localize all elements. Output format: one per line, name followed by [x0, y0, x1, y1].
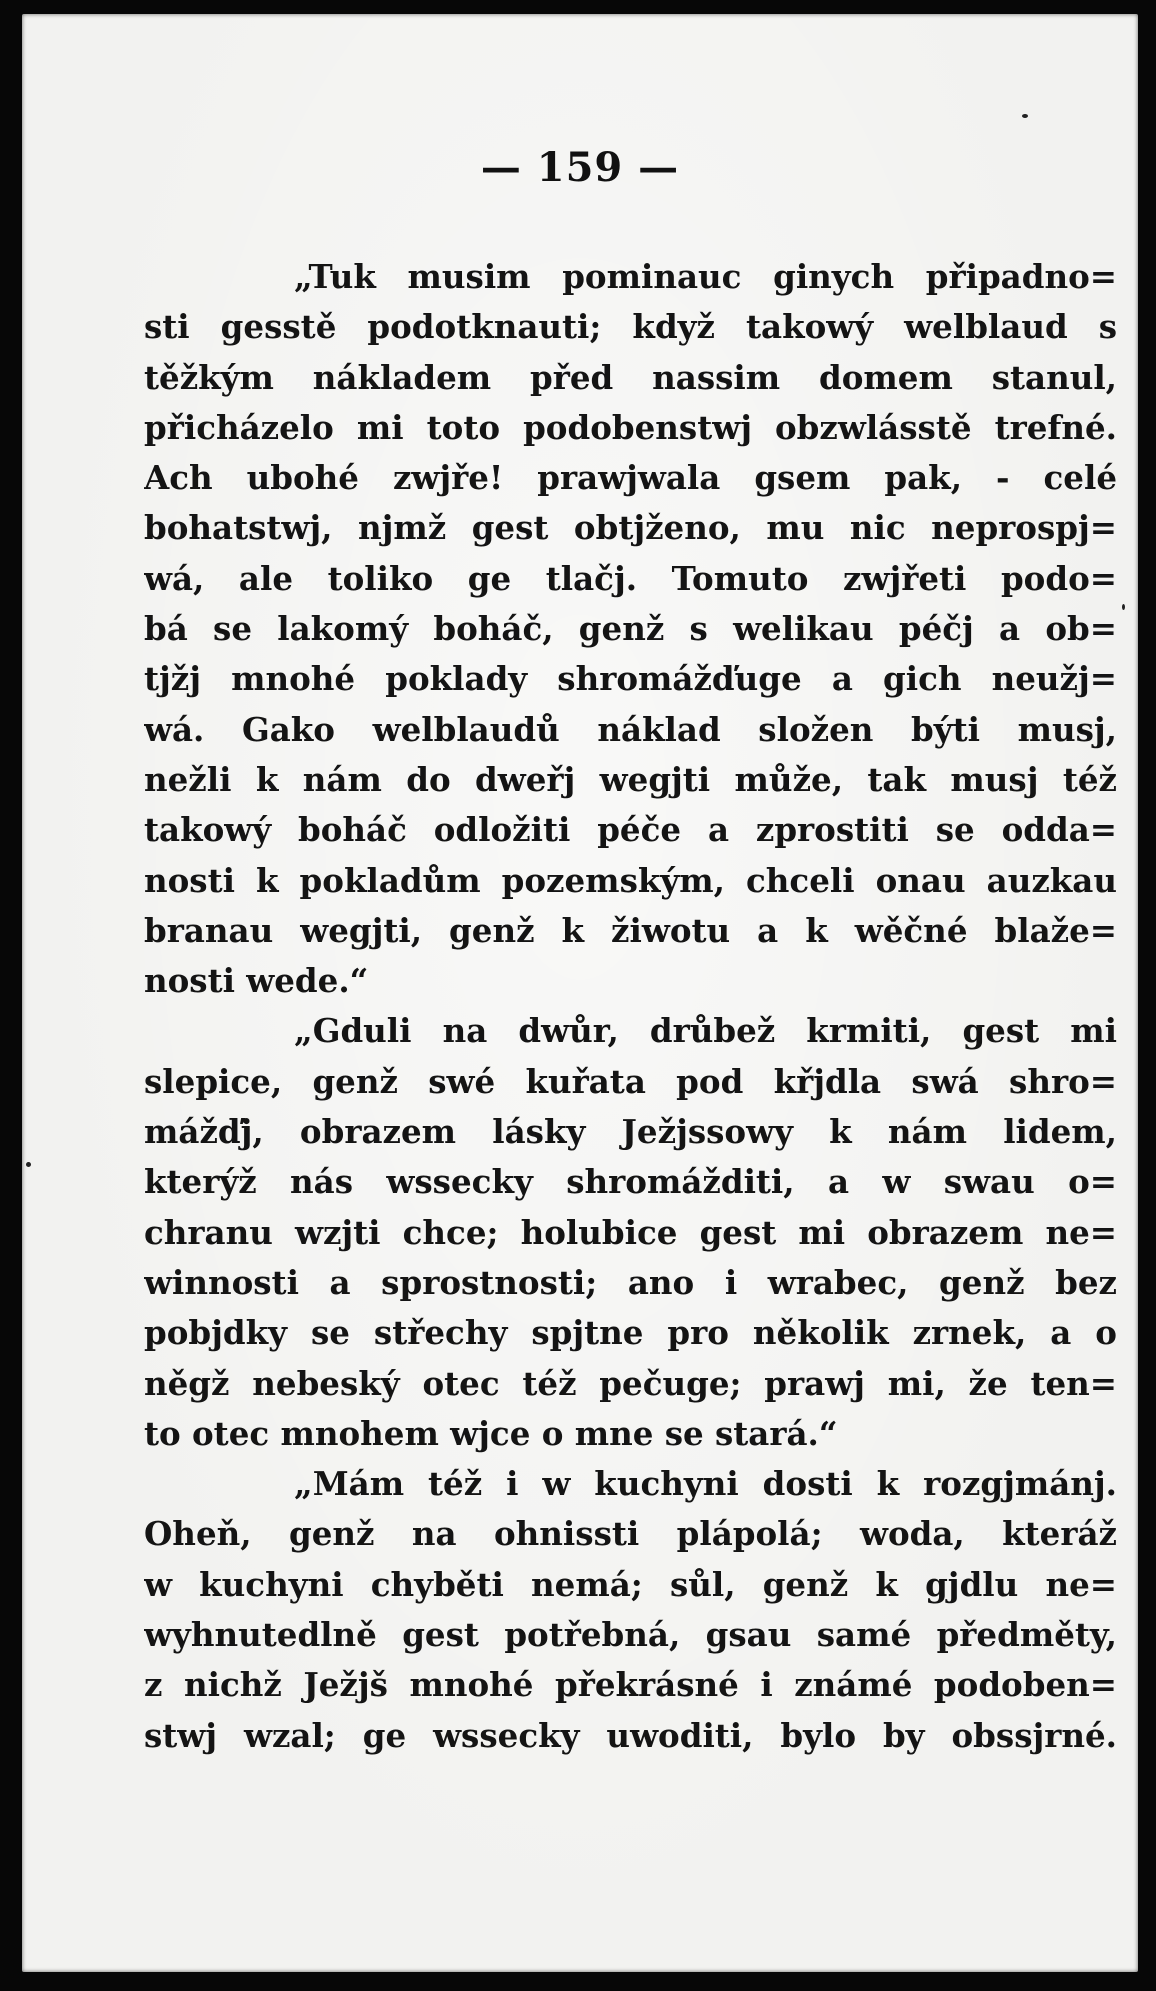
- text-line: kterýž nás wssecky shromážditi, a w swau o=: [144, 1162, 1117, 1202]
- text-line: bá se lakomý boháč, genž s welikau péčj a ob=: [144, 609, 1117, 649]
- text-line: nosti wede.“: [144, 961, 369, 1001]
- text-line: těžkým nákladem před nassim domem stanul,: [144, 357, 1117, 397]
- text-line: to otec mnohem wjce o mne se stará.“: [144, 1413, 838, 1453]
- text-line: takowý boháč odložiti péče a zprostiti se odda=: [144, 810, 1117, 850]
- text-line: mážďj, obrazem lásky Ježjssowy k nám lidem,: [144, 1112, 1117, 1152]
- text-line: nosti k pokladům pozemským, chceli onau auzkau: [144, 860, 1117, 900]
- text-line: bohatstwj, njmž gest obtjženo, mu nic neprospj=: [144, 508, 1117, 548]
- text-line: wá. Gako welblaudů náklad složen býti musj,: [144, 709, 1117, 749]
- text-line: přicházelo mi toto podobenstwj obzwlásstě trefné.: [144, 407, 1117, 447]
- page-number: — 159 —: [480, 144, 680, 191]
- paragraph-3: [144, 1459, 1117, 1761]
- text-line: „Tuk musim pominauc ginych připadno=: [294, 257, 1117, 296]
- text-line: něgž nebeský otec též pečuge; prawj mi, že ten=: [144, 1363, 1117, 1403]
- text-line: branau wegjti, genž k žiwotu a k wěčné blaže=: [144, 910, 1117, 950]
- book-page: [22, 14, 1138, 1972]
- paragraph-1: [144, 252, 1117, 1006]
- paragraph-2: [144, 1006, 1117, 1459]
- text-line: wá, ale toliko ge tlačj. Tomuto zwjřeti podo=: [144, 558, 1117, 598]
- text-line: sti gesstě podotknauti; když takowý welblaud s: [144, 307, 1117, 347]
- text-line: tjžj mnohé poklady shromážďuge a gich neužj=: [144, 659, 1117, 699]
- text-line: Ach ubohé zwjře! prawjwala gsem pak, - celé: [144, 458, 1117, 498]
- ink-speck: [1022, 114, 1028, 118]
- text-line: „Gduli na dwůr, drůbež krmiti, gest mi: [294, 1011, 1117, 1051]
- body-text: [144, 252, 1117, 1761]
- ink-speck: [26, 1162, 31, 1167]
- text-line: pobjdky se střechy spjtne pro několik zrnek, a o: [144, 1313, 1117, 1353]
- text-line: chranu wzjti chce; holubice gest mi obrazem ne=: [144, 1212, 1117, 1252]
- text-line: slepice, genž swé kuřata pod křjdla swá shro=: [144, 1061, 1117, 1101]
- text-line: z nichž Ježjš mnohé překrásné i známé podoben=: [144, 1665, 1117, 1705]
- text-line: nežli k nám do dweřj wegjti může, tak musj též: [144, 759, 1117, 799]
- text-line: Oheň, genž na ohnissti plápolá; woda, kteráž: [144, 1514, 1117, 1554]
- text-line: „Mám též i w kuchyni dosti k rozgjmánj.: [294, 1464, 1117, 1504]
- text-line: wyhnutedlně gest potřebná, gsau samé předměty,: [144, 1615, 1117, 1655]
- text-line: w kuchyni chyběti nemá; sůl, genž k gjdlu ne=: [144, 1564, 1117, 1604]
- text-line: winnosti a sprostnosti; ano i wrabec, genž bez: [144, 1262, 1117, 1302]
- text-line: stwj wzal; ge wssecky uwoditi, bylo by obssjrné.: [144, 1715, 1117, 1755]
- ink-speck: [1122, 604, 1125, 610]
